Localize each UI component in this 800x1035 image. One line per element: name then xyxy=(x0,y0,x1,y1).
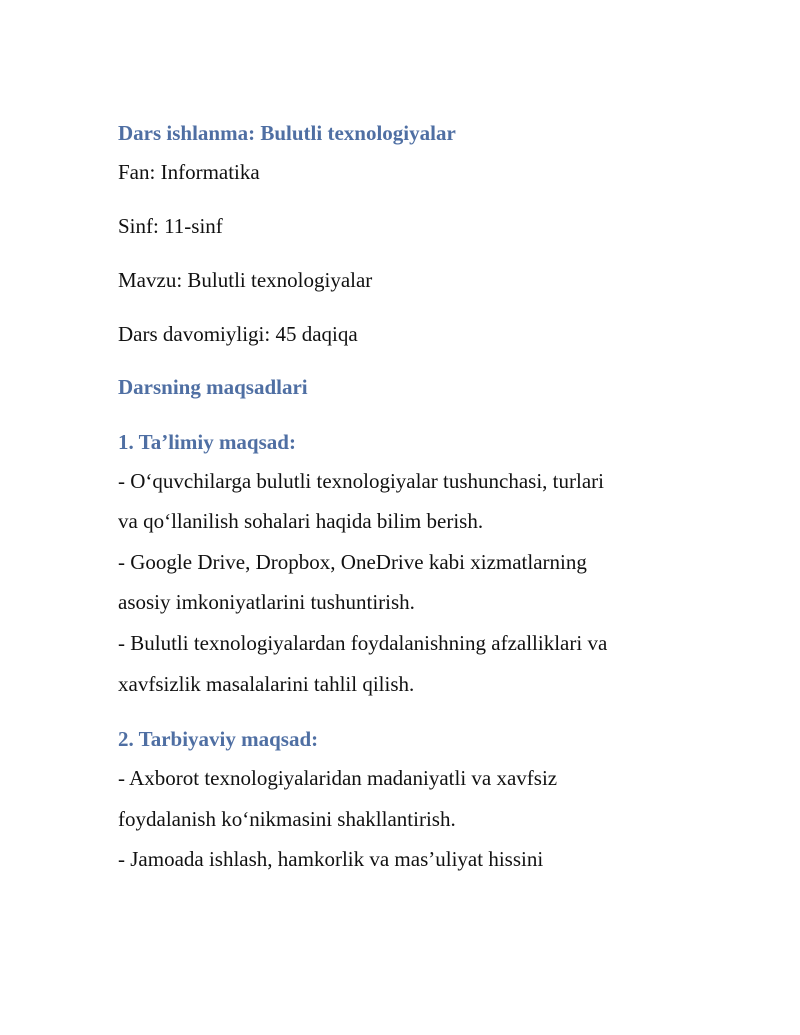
section1-heading: 1. Ta’limiy maqsad: xyxy=(118,430,296,454)
meta-subject: Fan: Informatika xyxy=(118,160,260,184)
meta-grade: Sinf: 11-sinf xyxy=(118,214,223,238)
section1-line: - Bulutli texnologiyalardan foydalanishning afzalliklari va xyxy=(118,631,608,655)
meta-duration: Dars davomiyligi: 45 daqiqa xyxy=(118,322,358,346)
section1-line: asosiy imkoniyatlarini tushuntirish. xyxy=(118,590,415,614)
section1-line: va qo‘llanilish sohalari haqida bilim berish. xyxy=(118,509,484,533)
section2-line: - Axborot texnologiyalaridan madaniyatli va xavfsiz xyxy=(118,766,558,790)
section2-line: - Jamoada ishlash, hamkorlik va mas’uliyat hissini xyxy=(118,847,544,871)
meta-topic: Mavzu: Bulutli texnologiyalar xyxy=(118,268,373,292)
section1-line: - O‘quvchilarga bulutli texnologiyalar tushunchasi, turlari xyxy=(118,469,604,493)
goals-heading: Darsning maqsadlari xyxy=(118,375,308,399)
document-title: Dars ishlanma: Bulutli texnologiyalar xyxy=(118,121,456,145)
section2-heading: 2. Tarbiyaviy maqsad: xyxy=(118,727,319,751)
section1-line: - Google Drive, Dropbox, OneDrive kabi xizmatlarning xyxy=(118,550,587,574)
section1-line: xavfsizlik masalalarini tahlil qilish. xyxy=(118,672,415,696)
section2-line: foydalanish ko‘nikmasini shakllantirish. xyxy=(118,807,456,831)
